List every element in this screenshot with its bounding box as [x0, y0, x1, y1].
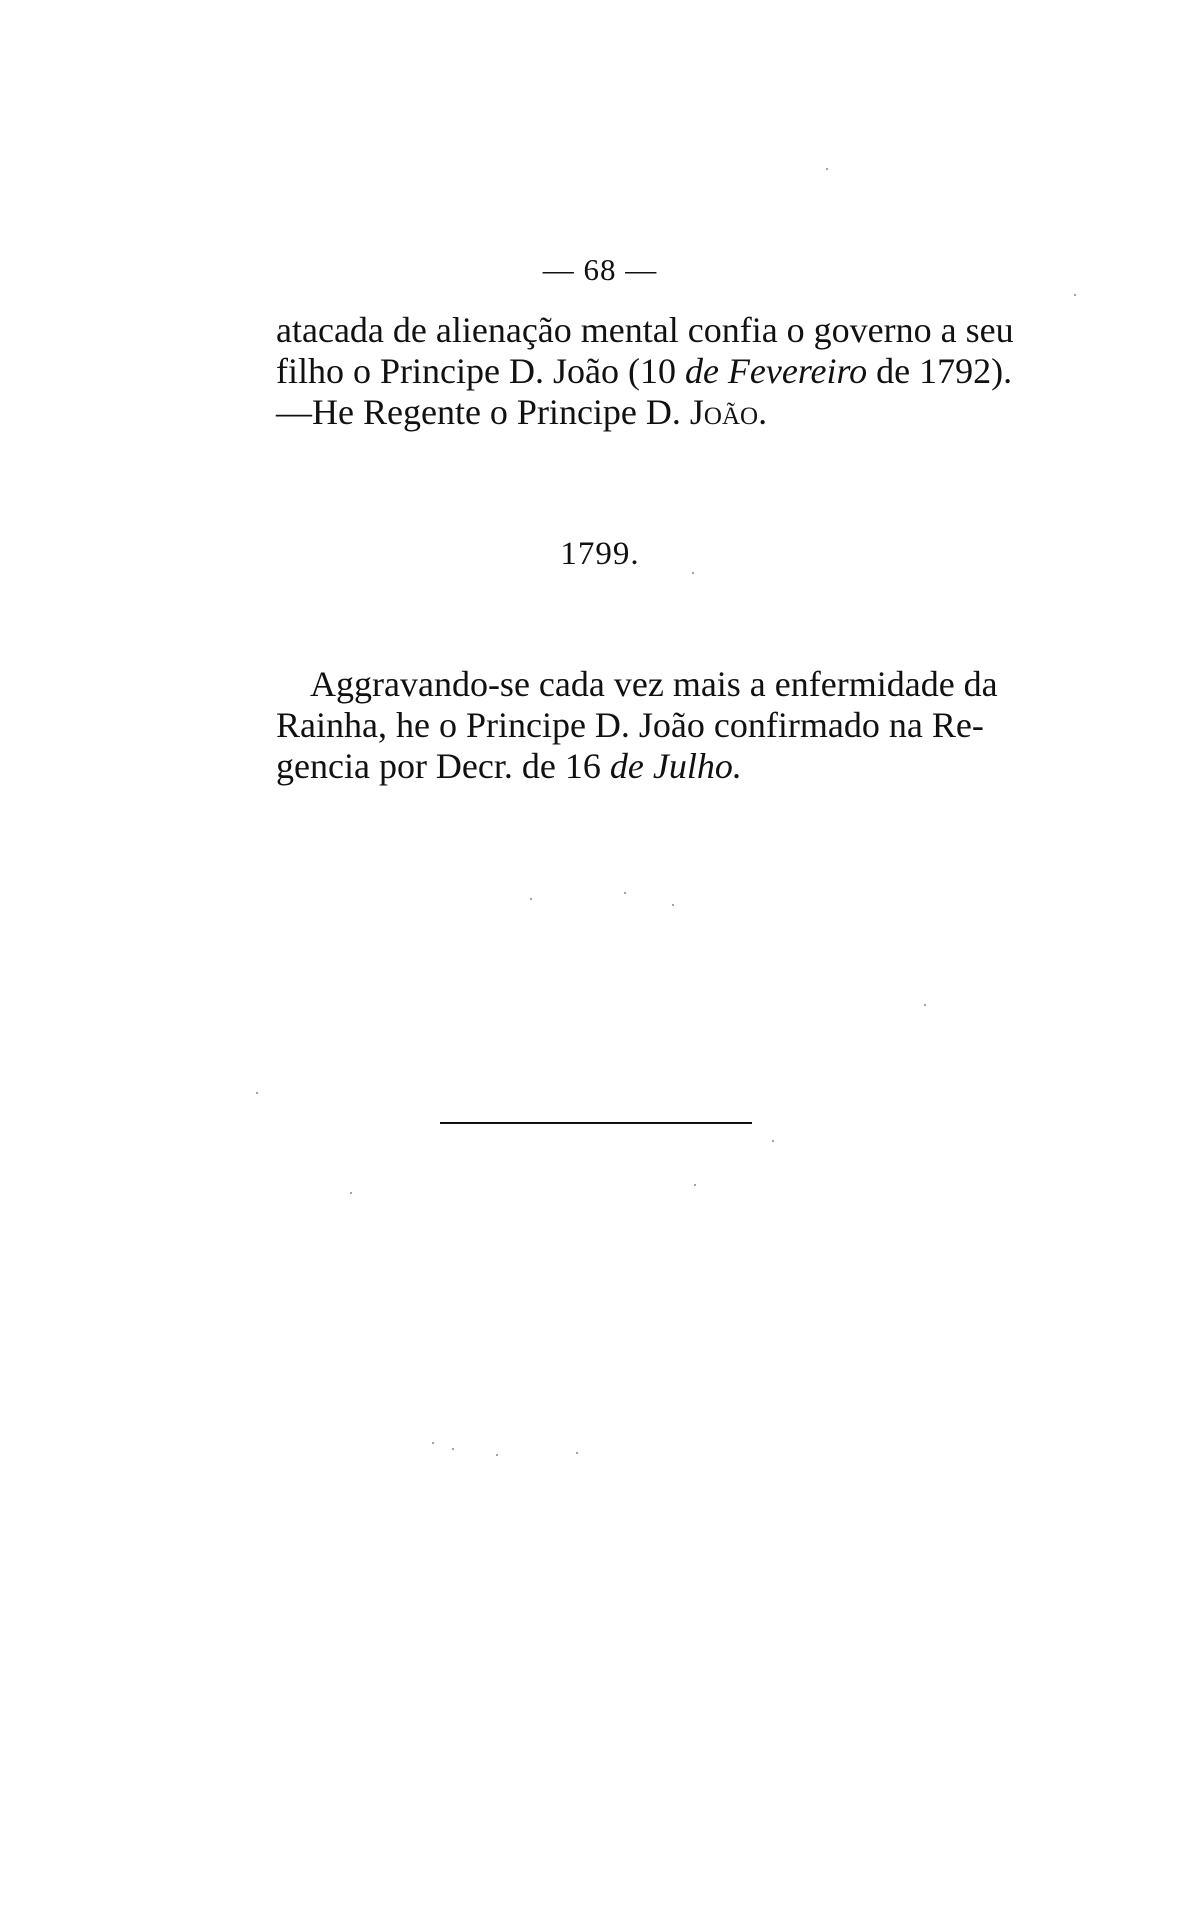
- italic-date-text: de Fevereiro: [684, 351, 868, 391]
- paper-speck: [452, 1448, 454, 1450]
- line-text: de 1792).: [867, 351, 1013, 391]
- paper-speck: [496, 1454, 498, 1456]
- paragraph-regency-1792: [276, 310, 1014, 433]
- paper-speck: [924, 1004, 926, 1006]
- paragraph-regency-1799: [276, 664, 998, 787]
- line-text: —He Regente o Principe D.: [276, 392, 690, 432]
- paper-speck: [530, 898, 532, 900]
- paragraph-line: [276, 746, 944, 787]
- paper-speck: [1074, 294, 1076, 296]
- paper-speck: [432, 1442, 434, 1444]
- paper-speck: [576, 1452, 578, 1454]
- year-heading: 1799.: [560, 536, 640, 572]
- line-text: gencia por Decr. de 16: [276, 746, 610, 786]
- paragraph-line: Aggravando-se cada vez mais a enfermidade da: [310, 664, 998, 704]
- paper-speck: [350, 1192, 352, 1194]
- smallcaps-name-text: João.: [689, 392, 768, 432]
- page-number: — 68 —: [542, 252, 658, 287]
- paragraph-line: atacada de alienação mental confia o governo a seu: [276, 310, 1014, 350]
- paragraph-line: [276, 392, 944, 433]
- paper-speck: [256, 1092, 258, 1094]
- paper-speck: [692, 572, 694, 574]
- line-text: filho o Principe D. João (10: [276, 351, 685, 391]
- section-divider-rule: [440, 1122, 752, 1124]
- paper-speck: [772, 1140, 774, 1142]
- paragraph-line: [276, 351, 1013, 392]
- italic-date-text: de Julho.: [609, 746, 742, 786]
- paragraph-line: Rainha, he o Principe D. João confirmado na Re-: [276, 705, 984, 745]
- paper-speck: [624, 892, 626, 894]
- paper-speck: [672, 904, 674, 906]
- paper-speck: [826, 168, 828, 170]
- paper-speck: [694, 1184, 696, 1186]
